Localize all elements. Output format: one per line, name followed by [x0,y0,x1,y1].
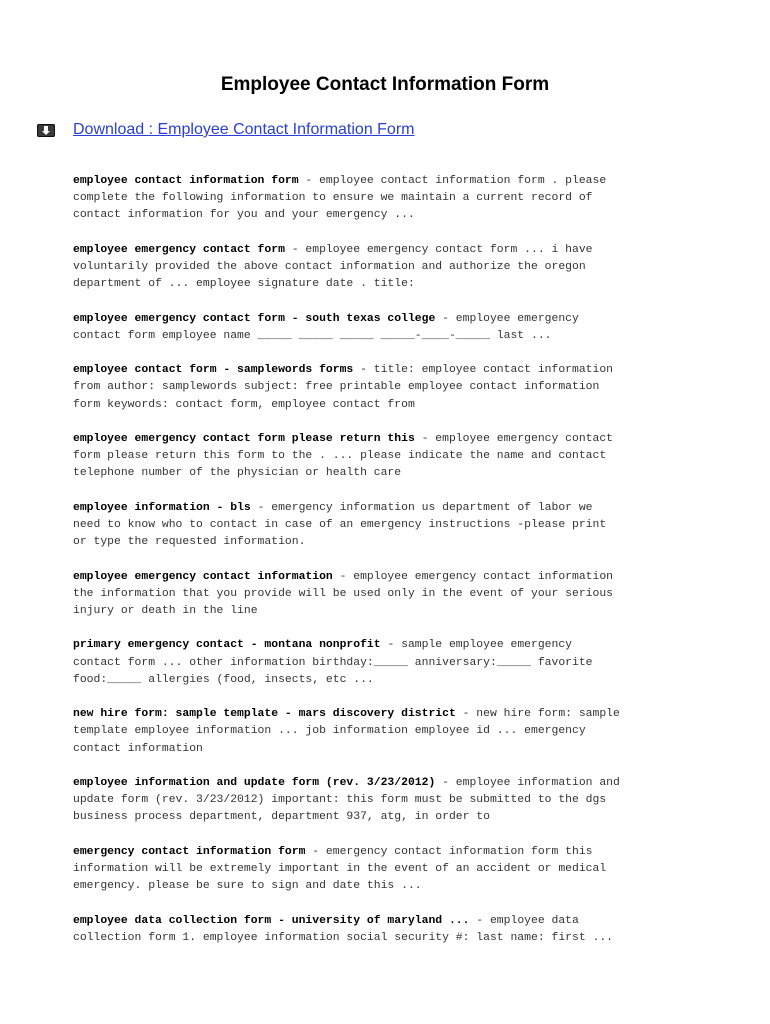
result-description-line: contact information for you and your emergency ... [73,209,415,222]
result-description-line: form keywords: contact form, employee contact from [73,398,415,411]
result-description-line: complete the following information to ensure we maintain a current record of [73,192,593,205]
result-entry [73,362,703,414]
result-description-line: - emergency information us department of labor we [250,501,593,514]
result-entry [73,569,703,621]
result-description-line: - employee data [469,914,579,927]
result-entry [73,500,703,552]
result-description-line: - employee contact information form . please [298,175,607,187]
result-entry [73,173,703,225]
result-entry [73,844,703,896]
result-entry [73,913,703,947]
result-description-line: food:_____ allergies (food, insects, etc ... [73,673,374,686]
result-title[interactable]: employee emergency contact information [73,570,333,583]
download-link[interactable]: Download : Employee Contact Information Form [73,121,415,138]
result-description-line: the information that you provide will be used only in the event of your serious [73,587,614,600]
result-description-line: - employee emergency contact information [332,570,614,583]
result-entry [73,431,703,483]
result-description-line: - new hire form: sample [455,708,620,721]
result-description-line: - sample employee emergency [380,639,573,652]
result-description-line: template employee information ... job information employee id ... emergency [73,725,586,738]
result-description-line: business process department, department 937, atg, in order to [73,811,490,824]
result-description-line: voluntarily provided the above contact information and authorize the oregon [73,261,586,273]
result-description-line: - title: employee contact information [353,364,614,377]
result-title[interactable]: employee information - bls [73,501,251,514]
result-description-line: department of ... employee signature date . title: [73,278,415,291]
results-list [73,173,703,964]
result-title[interactable]: employee emergency contact form please return this [73,432,415,445]
result-title[interactable]: new hire form: sample template - mars discovery district [73,708,456,721]
page-title: Employee Contact Information Form [220,74,550,95]
result-description-line: - emergency contact information form this [305,845,593,858]
download-icon[interactable] [37,124,55,137]
result-title[interactable]: emergency contact information form [73,845,306,858]
result-description-line: injury or death in the line [73,604,258,617]
result-title[interactable]: employee emergency contact form - south texas college [73,312,436,325]
result-title[interactable]: employee emergency contact form [73,243,285,256]
result-description-line: - employee emergency contact form ... i have [284,243,593,256]
result-entry [73,775,703,827]
result-description-line: information will be extremely important in the event of an accident or medical [73,862,607,875]
result-description-line: need to know who to contact in case of an emergency instructions -please print [73,518,607,531]
result-description-line: contact form employee name _____ _____ _____ _____-____-_____ last ... [73,329,552,342]
result-description-line: telephone number of the physician or health care [73,467,402,480]
result-description-line: - employee emergency contact [414,432,614,445]
result-entry [73,242,703,294]
result-description-line: form please return this form to the . ... please indicate the name and contact [73,450,607,463]
result-entry [73,311,703,345]
result-entry [73,706,703,758]
result-description-line: - employee information and [435,776,620,789]
result-description-line: update form (rev. 3/23/2012) important: this form must be submitted to the dgs [73,794,607,807]
result-title[interactable]: employee information and update form (rev. 3/23/2012) [73,776,436,789]
result-description-line: collection form 1. employee information social security #: last name: first ... [73,931,614,944]
download-row [37,119,414,141]
result-description-line: - employee emergency [435,312,579,325]
result-title[interactable]: employee data collection form - university of maryland ... [73,914,470,927]
result-title[interactable]: employee contact information form [73,175,299,187]
result-description-line: from author: samplewords subject: free printable employee contact information [73,381,600,394]
result-description-line: contact information [73,742,203,755]
result-description-line: or type the requested information. [73,536,306,549]
result-title[interactable]: primary emergency contact - montana nonprofit [73,639,381,652]
result-description-line: contact form ... other information birthday:_____ anniversary:_____ favorite [73,656,593,669]
result-title[interactable]: employee contact form - samplewords forms [73,364,354,377]
result-description-line: emergency. please be sure to sign and date this ... [73,880,422,893]
result-entry [73,637,703,689]
